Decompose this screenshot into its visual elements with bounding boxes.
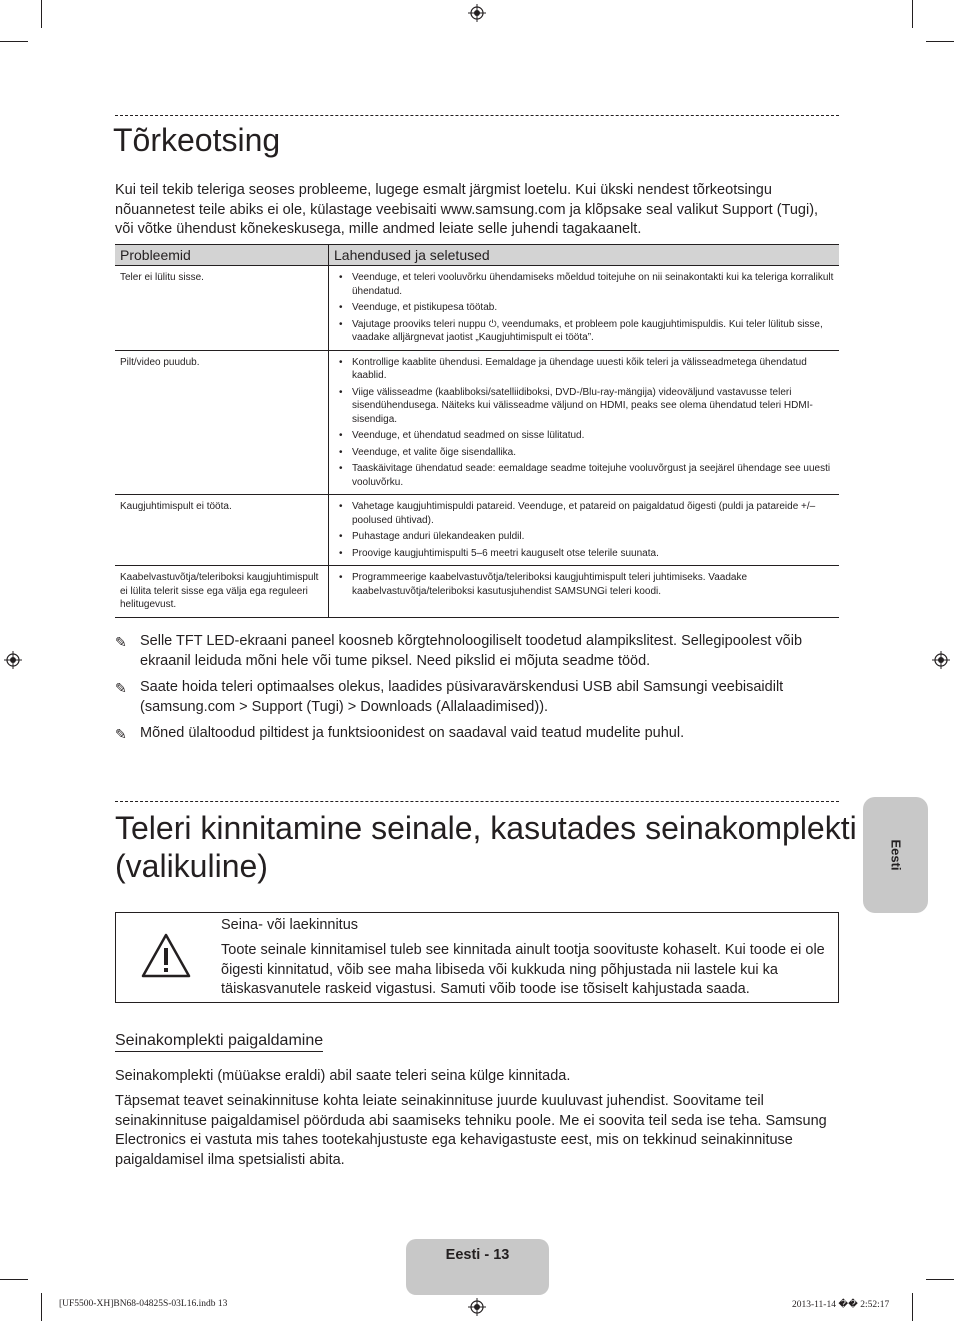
list-item: • Veenduge, et ühendatud seadmed on sisse lülitatud.	[336, 429, 834, 443]
section-divider	[115, 115, 839, 116]
subheading: Seinakomplekti paigaldamine	[115, 1032, 323, 1052]
page-number-tab	[406, 1239, 549, 1295]
warning-box	[115, 912, 839, 1003]
section-divider	[115, 801, 839, 802]
list-item: • Puhastage anduri ülekandeaken puldil.	[336, 530, 834, 544]
crop-mark	[41, 1293, 42, 1321]
list-item: • Veenduge, et teleri vooluvõrku ühendamiseks mõeldud toitejuhe on nii seinakontakti kui ka teleriga korralikult ühendatud.	[336, 271, 834, 298]
solution-cell	[329, 350, 840, 495]
note-text: Selle TFT LED-ekraani paneel koosneb kõrgtehnoloogiliselt toodetud alampikslitest. Sellegipoolest võib ekraanil leiduda mõni hele või tume piksel. Need pikslid ei mõjuta seadme tööd.	[140, 633, 803, 669]
crop-mark	[0, 1279, 28, 1280]
registration-mark-icon	[932, 651, 950, 669]
note-text: Mõned ülaltoodud piltidest ja funktsioonidest on saadaval vaid teatud mudelite puhul.	[140, 725, 685, 741]
section-title-line: (valikuline)	[115, 848, 268, 884]
column-header: Probleemid	[115, 245, 329, 266]
crop-mark	[926, 1279, 954, 1280]
crop-mark	[0, 41, 28, 42]
warning-triangle-icon	[140, 932, 192, 979]
note-text: Saate hoida teleri optimaalses olekus, laadides püsivaravärskendusi USB abil Samsungi veebisaidilt (samsung.com > Support (Tugi) > Downloads (Allalaadimised)).	[140, 679, 784, 715]
crop-mark	[912, 1293, 913, 1321]
registration-mark-icon	[4, 651, 22, 669]
table-row	[115, 495, 839, 566]
list-item: • Vajutage prooviks teleri nuppu ⏻, veendumaks, et probleem pole kaugjuhtimispuldis. Kui teler lülitub sisse, vaadake alljärgnevat jaotist „Kaugjuhtimispult ei tööta”.	[336, 318, 834, 345]
table-row	[115, 350, 839, 495]
note-item	[115, 632, 839, 671]
registration-mark-icon	[468, 4, 486, 22]
note-pencil-icon: ✎	[115, 680, 127, 696]
language-label: Eesti	[888, 839, 903, 871]
troubleshooting-table	[115, 244, 839, 618]
print-info-right: 2013-11-14 �� 2:52:17	[792, 1300, 890, 1310]
problem-cell: Kaugjuhtimispult ei tööta.	[115, 495, 329, 566]
solution-cell	[329, 266, 840, 351]
registration-mark-icon	[468, 1298, 486, 1316]
paragraph: Seinakomplekti (müüakse eraldi) abil saate teleri seina külge kinnitada.	[115, 1068, 571, 1084]
solution-cell	[329, 566, 840, 618]
list-item: • Taaskäivitage ühendatud seade: eemaldage seadme toitejuhe vooluvõrgust ja seejärel ühendage see uuesti vooluvõrku.	[336, 462, 834, 489]
print-info-left: [UF5500-XH]BN68-04825S-03L16.indb 13	[59, 1299, 228, 1309]
list-item: • Veenduge, et pistikupesa töötab.	[336, 301, 834, 315]
list-item: • Veenduge, et valite õige sisendallika.	[336, 446, 834, 460]
list-item: • Kontrollige kaablite ühendusi. Eemaldage ja ühendage uuesti kõik teleri ja välisseadmetega ühendatud kaablid.	[336, 356, 834, 383]
list-item: • Vahetage kaugjuhtimispuldi patareid. Veenduge, et patareid on paigaldatud õigesti (puldi ja patareide +/– poolused ühtivad).	[336, 500, 834, 527]
table-header-row	[115, 245, 839, 266]
table-row	[115, 566, 839, 618]
list-item: • Proovige kaugjuhtimispulti 5–6 meetri kauguselt otse telerile suunata.	[336, 547, 834, 561]
intro-paragraph: Kui teil tekib teleriga seoses probleeme, lugege esmalt järgmist loetelu. Kui ükski nendest tõrkeotsingu nõuannetest teile abiks ei ole, külastage veebisaiti www.samsung.com ja klõpsake seal valikut Support (Tugi), või võtke ühendust kõnekeskusega, mille andmed leiate selle juhendi tagakaanelt.	[115, 182, 819, 237]
section-title-line: Teleri kinnitamine seinale, kasutades seinakomplekti	[115, 810, 857, 846]
table-row	[115, 266, 839, 351]
solution-cell	[329, 495, 840, 566]
warning-text: Toote seinale kinnitamisel tuleb see kinnitada ainult tootja soovituste kohaselt. Kui toode ei ole õigesti kinnitatud, võib see maha libiseda või kukkuda ning põhjustada nii lastele kui ka täiskasvanutele raskeid vigastusi. Samuti võib toode ise tõsiselt kahjustada saada.	[221, 942, 825, 997]
crop-mark	[926, 41, 954, 42]
list-item: • Viige välisseadme (kaabliboksi/satelliidiboksi, DVD-/Blu-ray-mängija) videoväljund vastavusse teleri sisendühendusega. Näiteks kui välisseadme väljund on HDMI, peaks see olema ühendatud teleri HDMI-sisendiga.	[336, 386, 834, 427]
list-item: • Programmeerige kaabelvastuvõtja/teleriboksi kaugjuhtimispult teleri juhtimiseks. Vaadake kaabelvastuvõtja/teleriboksi kasutusjuhendist SAMSUNGi teleri koodi.	[336, 571, 834, 598]
note-pencil-icon: ✎	[115, 726, 127, 742]
page-number: Eesti - 13	[445, 1247, 510, 1263]
paragraph: Täpsemat teavet seinakinnituse kohta leiate seinakinnituse juurde kuuluvast juhendist. Soovitame teil seinakinnituse paigaldamisel pöörduda abi saamiseks tehniku poole. Me ei soovita teil seda ise teha. Samsung Electronics ei vastuta mis tahes tootekahjustuste ega kehavigastuste eest, mis on tekkinud seinakinnituse paigaldamisel ilma spetsialisti abita.	[115, 1093, 827, 1168]
column-header: Lahendused ja seletused	[329, 245, 840, 266]
note-item	[115, 678, 839, 717]
problem-cell: Kaabelvastuvõtja/teleriboksi kaugjuhtimispult ei lülita telerit sisse ega välja ega reguleeri helitugevust.	[115, 566, 329, 618]
crop-mark	[912, 0, 913, 28]
warning-heading: Seina- või laekinnitus	[221, 917, 359, 933]
note-pencil-icon: ✎	[115, 634, 127, 650]
crop-mark	[41, 0, 42, 28]
section-title	[115, 809, 857, 885]
note-item	[115, 724, 839, 744]
problem-cell: Teler ei lülitu sisse.	[115, 266, 329, 351]
problem-cell: Pilt/video puudub.	[115, 350, 329, 495]
notes-list	[115, 632, 839, 751]
language-side-tab	[863, 797, 928, 913]
page-title: Tõrkeotsing	[113, 122, 281, 158]
